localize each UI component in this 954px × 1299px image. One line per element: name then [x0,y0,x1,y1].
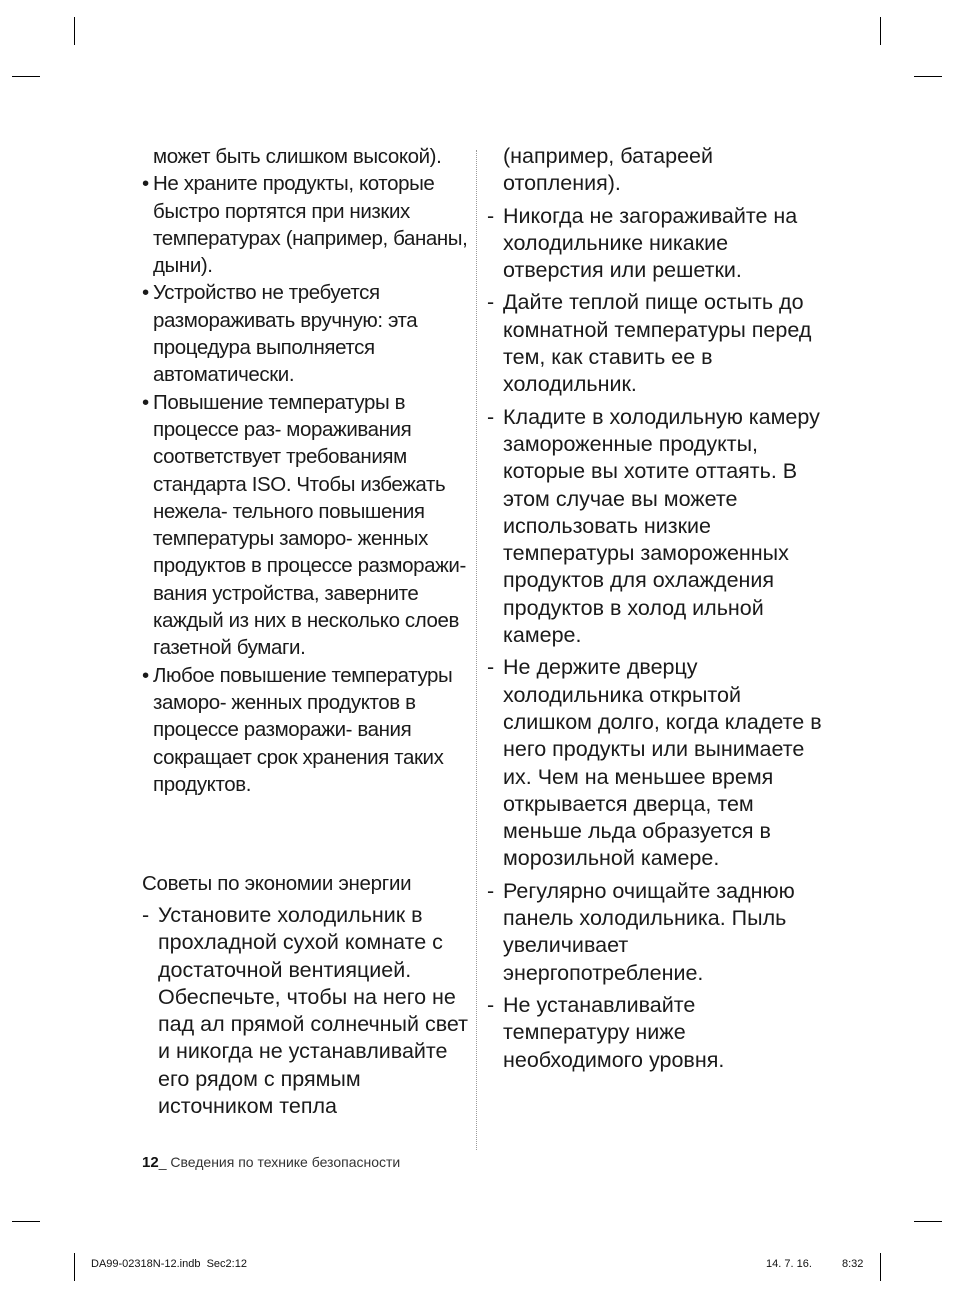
dash-text: Кладите в холодильную камеру замороженные продукты, которые вы хотите оттаять. В этом случае вы можете использовать низкие температуры замороженных продуктов для охлаждения продуктов в холод ильной камере. [503,404,820,648]
bullet-text: Устройство не требуется размораживать вручную: эта процедура выполняется автоматически. [153,281,418,387]
bullet-item [142,662,472,798]
dash-text: Не держите дверцу холодильника открытой слишком долго, когда кладете в него продукты или вынимаете их. Чем на меньшее время открывается дверца, тем меньше льда образуется в морозильной камере. [503,655,822,871]
dash-continuation: (например, батареей отопления). [503,144,713,196]
dash-text: Не устанавливайте температуру ниже необходимого уровня. [503,992,725,1072]
bullet-marker: • [142,172,149,196]
dash-marker: - [487,404,495,429]
slug-file [91,1258,247,1270]
left-dash-list [142,902,472,1120]
bullet-marker: • [142,281,149,305]
dash-item [487,203,827,285]
crop-mark-top-left-vertical [74,17,75,45]
footer-separator: _ [158,1154,167,1170]
dash-marker: - [142,903,150,927]
left-bullet-list [142,143,472,798]
dash-marker: - [487,203,495,228]
dash-marker: - [487,878,495,903]
bullet-marker: • [142,390,149,414]
section-heading: Советы по экономии энергии [142,872,412,895]
dash-marker: - [487,992,495,1017]
slug-file-name: DA99-02318N-12.indb [91,1258,201,1270]
crop-mark-top-right-horizontal [914,76,942,77]
dash-text: Установите холодильник в прохладной сухой комнате с достаточной вентияцией. Обеспечьте, чтобы на него не пад ал прямой солнечный свет и никогда не устанавливайте его рядом с прямым источником тепла [158,903,468,1119]
dash-marker: - [487,290,495,315]
right-dash-list [487,143,827,1079]
dash-text: Никогда не загораживайте на холодильнике никакие отверстия или решетки. [503,203,798,283]
crop-mark-bottom-right-vertical [880,1253,881,1281]
bullet-text: Повышение температуры в процессе раз- мораживания соответствует требованиям стандарта ISO. Чтобы избежать нежела- тельного повышения температуры заморо- женных продуктов в процессе разморажи- вания устройства, заверните каждый из них в несколько слоев газетной бумаги. [153,390,466,660]
dash-item [487,992,827,1074]
dash-item [487,404,827,650]
crop-mark-bottom-left-horizontal [12,1221,40,1222]
dash-text: Дайте теплой пище остыть до комнатной температуры перед тем, как ставить ее в холодильник. [503,290,812,397]
crop-mark-bottom-left-vertical [74,1253,75,1281]
dash-item [487,289,827,398]
crop-mark-top-left-horizontal [12,76,40,77]
bullet-text: Любое повышение температуры заморо- женных продуктов в процессе разморажи- вания сокращает срок хранения таких продуктов. [153,663,453,796]
bullet-continuation: может быть слишком высокой). [153,145,442,168]
page-number: 12 [142,1154,159,1171]
slug-date: 14. 7. 16. [766,1258,812,1270]
footer-section-title: Сведения по технике безопасности [170,1154,401,1170]
column-divider [476,150,477,1150]
bullet-marker: • [142,663,149,687]
page-footer [142,1154,400,1171]
dash-item [487,654,827,872]
crop-mark-bottom-right-horizontal [914,1221,942,1222]
dash-item [142,902,472,1120]
bullet-item [142,389,472,662]
slug-section: Sec2:12 [206,1258,247,1270]
bullet-item [142,279,472,388]
bullet-item [142,170,472,279]
slug-time: 8:32 [842,1258,864,1270]
dash-marker: - [487,655,495,680]
dash-item [487,878,827,987]
crop-mark-top-right-vertical [880,17,881,45]
dash-text: Регулярно очищайте заднюю панель холодильника. Пыль увеличивает энергопотребление. [503,878,795,985]
bullet-text: Не храните продукты, которые быстро портятся при низких температурах (например, бананы, дыни). [153,172,468,278]
